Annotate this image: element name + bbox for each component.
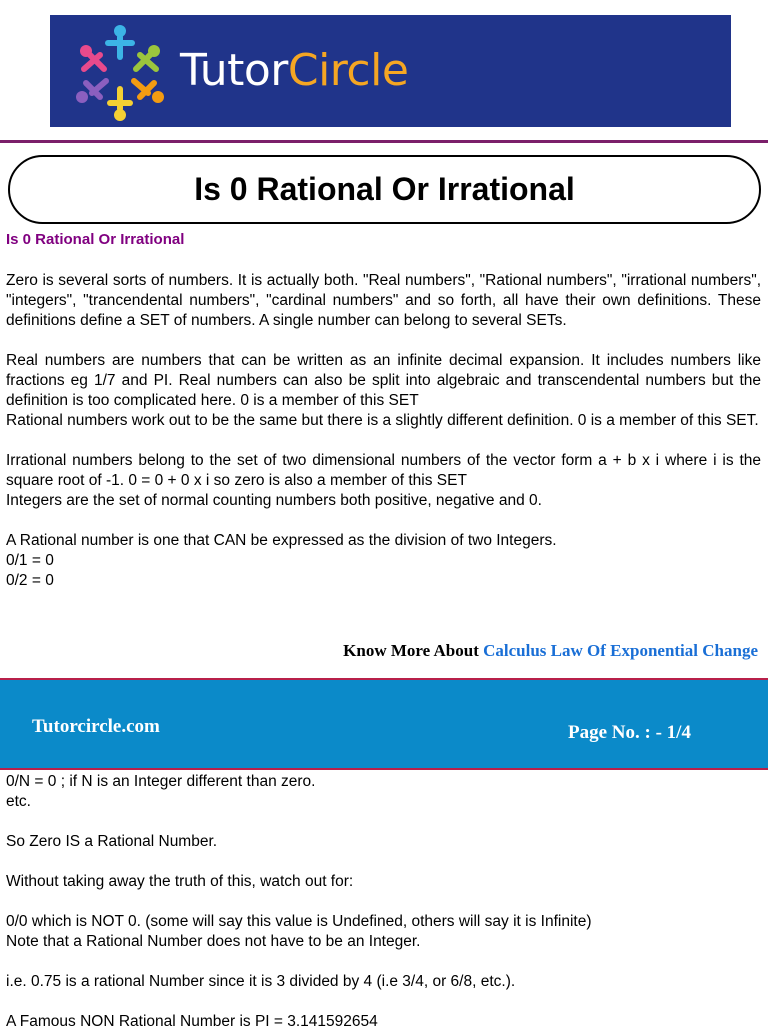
paragraph-irrational-numbers xyxy=(6,451,761,511)
header-divider xyxy=(0,140,768,143)
subheading: Is 0 Rational Or Irrational xyxy=(6,231,185,248)
paragraph-rational-definition xyxy=(6,531,761,591)
page-footer xyxy=(0,678,768,770)
text-pi: A Famous NON Rational Number is PI = 3.141592654 xyxy=(6,1013,378,1030)
text-etc: etc. xyxy=(6,793,31,810)
know-more-line xyxy=(343,641,758,661)
text-0-over-0: 0/0 which is NOT 0. (some will say this value is Undefined, others will say it is Infinite) xyxy=(6,913,592,930)
tutorcircle-logo xyxy=(180,45,408,97)
text-integers: Integers are the set of normal counting numbers both positive, negative and 0. xyxy=(6,492,542,509)
text-zero-is-rational: So Zero IS a Rational Number. xyxy=(6,833,218,850)
body-section-1 xyxy=(6,271,761,591)
footer-page-number: Page No. : - 1/4 xyxy=(568,722,691,743)
logo-tutor: Tutor xyxy=(180,45,288,96)
text-rational-definition: A Rational number is one that CAN be expressed as the division of two Integers. xyxy=(6,532,557,549)
text-0-over-n: 0/N = 0 ; if N is an Integer different than zero. xyxy=(6,773,316,790)
know-more-link[interactable]: Calculus Law Of Exponential Change xyxy=(483,641,758,660)
logo-circle: Circle xyxy=(287,45,409,96)
know-more-prefix: Know More About xyxy=(343,641,484,660)
body-section-2 xyxy=(6,772,761,1032)
text-075-rational: i.e. 0.75 is a rational Number since it is 3 divided by 4 (i.e 3/4, or 6/8, etc.). xyxy=(6,973,516,990)
equation-0-over-1: 0/1 = 0 xyxy=(6,552,54,569)
people-circle-logo-icon xyxy=(70,23,170,121)
equation-0-over-2: 0/2 = 0 xyxy=(6,572,54,589)
page-title: Is 0 Rational Or Irrational xyxy=(194,171,575,207)
text-real-numbers: Real numbers are numbers that can be written as an infinite decimal expansion. It includes numbers like fractions eg 1/7 and PI. Real numbers can also be split into algebraic and transcendental numbers but the definition is too complicated here. 0 is a member of this SET xyxy=(6,352,761,409)
text-rational-numbers: Rational numbers work out to be the same but there is a slightly different definition. 0 is a member of this SET. xyxy=(6,412,759,429)
paragraph-real-numbers xyxy=(6,351,761,431)
text-irrational-numbers: Irrational numbers belong to the set of two dimensional numbers of the vector form a + b x i where i is the square root of -1. 0 = 0 + 0 x i so zero is also a member of this SET xyxy=(6,452,761,489)
text-not-integer: Note that a Rational Number does not have to be an Integer. xyxy=(6,933,421,950)
title-box xyxy=(8,155,761,224)
paragraph-zero-sorts: Zero is several sorts of numbers. It is actually both. "Real numbers", "Rational numbers", "irrational numbers", "integers", "trancendental numbers", "cardinal numbers" and so forth, all have their own definitions. These definitions define a SET of numbers. A single number can belong to several SETs. xyxy=(6,272,761,329)
footer-site: Tutorcircle.com xyxy=(32,716,160,737)
header-banner xyxy=(50,15,731,127)
text-watch-out: Without taking away the truth of this, watch out for: xyxy=(6,873,354,890)
